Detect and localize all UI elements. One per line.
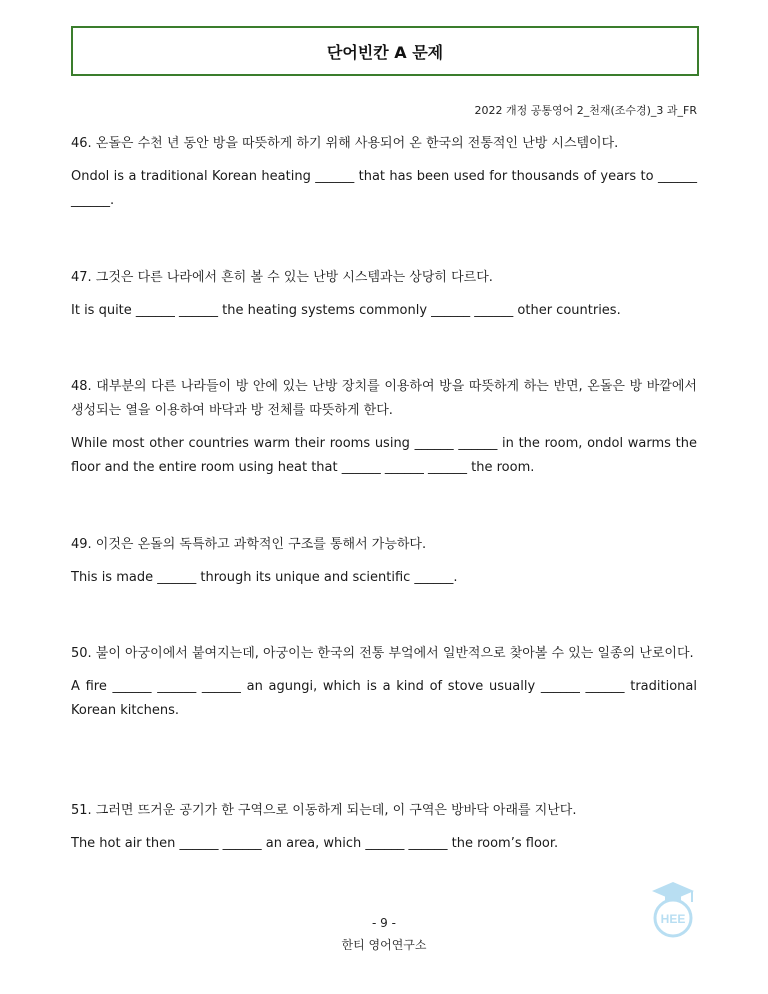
question-50 — [71, 642, 697, 723]
question-english: While most other countries warm their rooms using ______ ______ in the room, ondol warms the floor and the entire room using heat that ______ ______ ______ the room. — [71, 436, 697, 475]
question-51 — [71, 799, 697, 856]
question-48 — [71, 375, 697, 480]
question-49 — [71, 533, 697, 590]
page-title: 단어빈칸 A 문제 — [326, 42, 444, 62]
question-english: The hot air then ______ ______ an area, which ______ ______ the room’s floor. — [71, 836, 559, 851]
question-korean: 48. 대부분의 다른 나라들이 방 안에 있는 난방 장치를 이용하여 방을 따뜻하게 하는 반면, 온돌은 방 바깥에서 생성되는 열을 이용하여 바닥과 방 전체를 따뜻하게 한다. — [71, 379, 697, 418]
question-english: A fire ______ ______ ______ an agungi, which is a kind of stove usually ______ ______ traditional Korean kitchens. — [71, 679, 697, 718]
question-korean: 51. 그러면 뜨거운 공기가 한 구역으로 이동하게 되는데, 이 구역은 방바닥 아래를 지난다. — [71, 803, 577, 818]
footer-organization: 한티 영어연구소 — [341, 938, 427, 952]
page-number: - 9 - — [372, 916, 396, 930]
question-47 — [71, 266, 697, 323]
question-english: It is quite ______ ______ the heating systems commonly ______ ______ other countries. — [71, 303, 621, 318]
question-46 — [71, 132, 697, 213]
question-korean: 47. 그것은 다른 나라에서 흔히 볼 수 있는 난방 시스템과는 상당히 다르다. — [71, 270, 493, 285]
question-korean: 49. 이것은 온돌의 독특하고 과학적인 구조를 통해서 가능하다. — [71, 537, 427, 552]
question-korean: 50. 불이 아궁이에서 붙여지는데, 아궁이는 한국의 전통 부엌에서 일반적으로 찾아볼 수 있는 일종의 난로이다. — [71, 646, 694, 661]
question-english: Ondol is a traditional Korean heating ______ that has been used for thousands of years to ______ ______. — [71, 169, 697, 208]
logo-text: HEE — [660, 912, 686, 926]
question-english: This is made ______ through its unique and scientific ______. — [71, 570, 458, 585]
question-korean: 46. 온돌은 수천 년 동안 방을 따뜻하게 하기 위해 사용되어 온 한국의 전통적인 난방 시스템이다. — [71, 136, 619, 151]
subtitle: 2022 개정 공통영어 2_천재(조수경)_3 과_FR — [474, 104, 697, 117]
title-box — [71, 26, 699, 76]
